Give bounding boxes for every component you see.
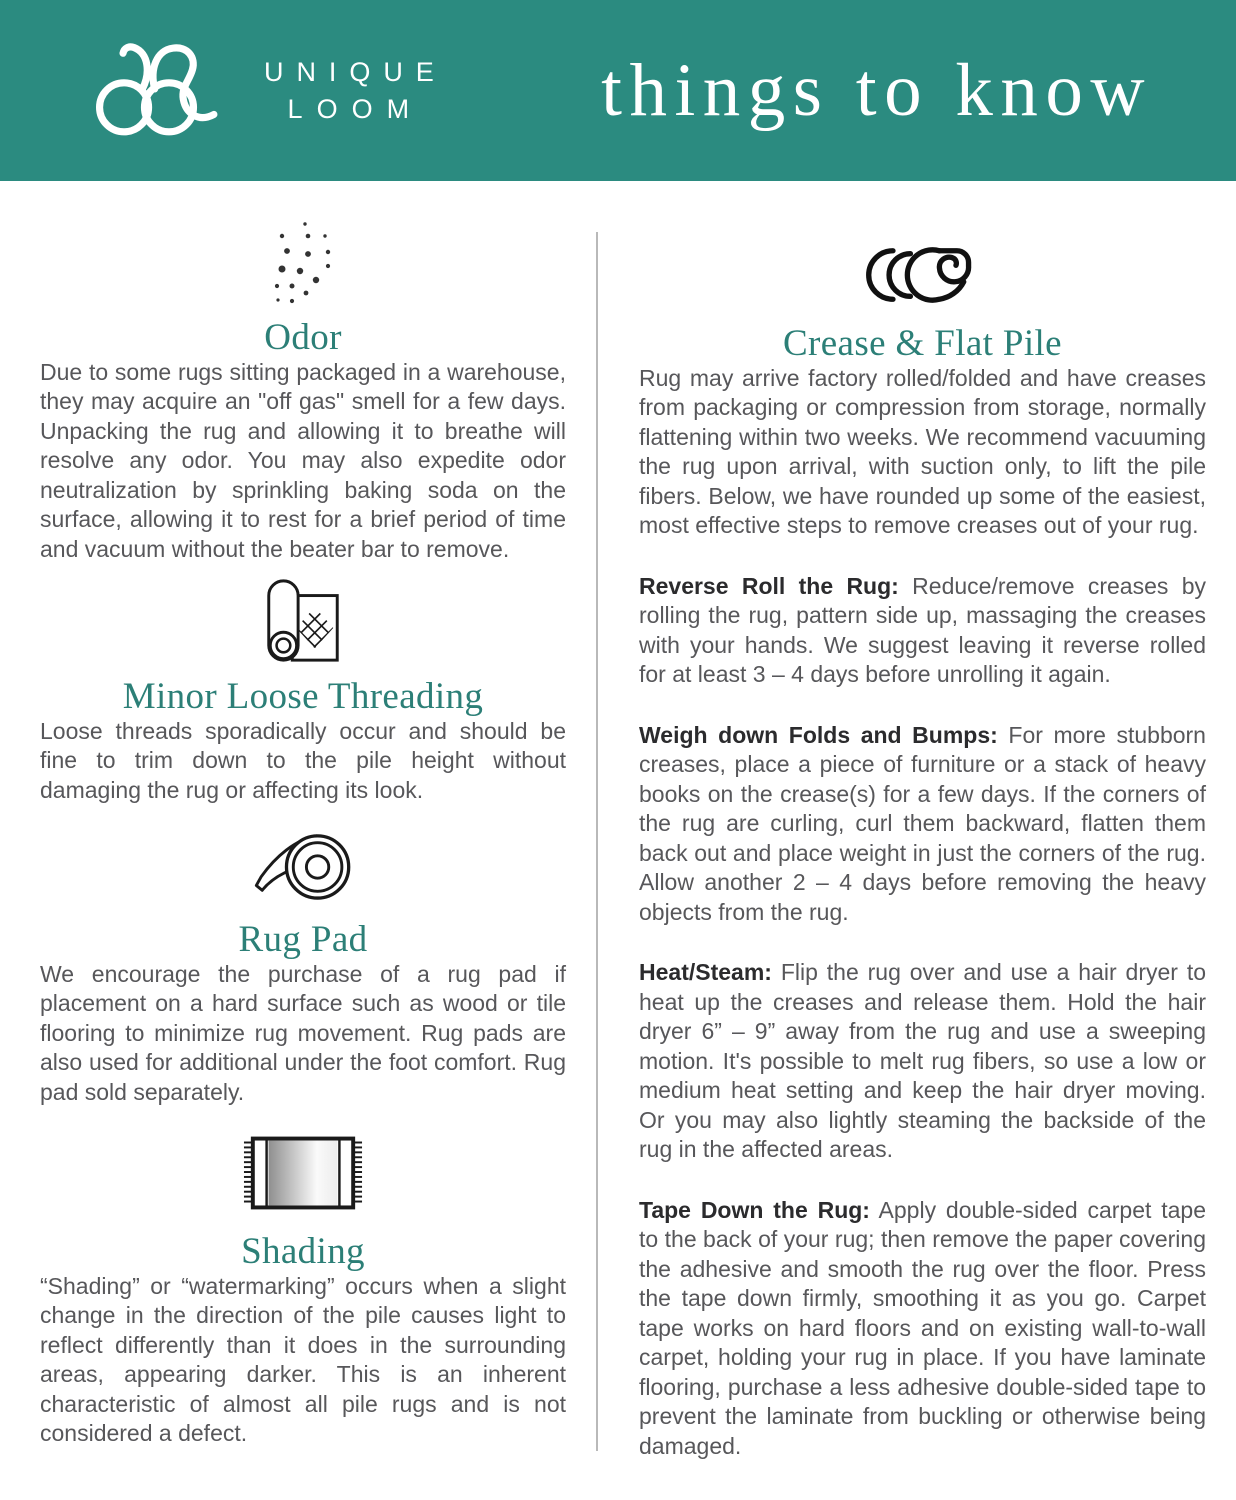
page-title: things to know	[601, 48, 1152, 132]
right-column	[598, 181, 1236, 1461]
step-label: Heat/Steam:	[639, 959, 772, 985]
rolled-rug-icon	[639, 243, 1206, 307]
fringed-rug-icon	[40, 1131, 566, 1211]
step-label: Weigh down Folds and Bumps:	[639, 721, 998, 748]
step-label: Reverse Roll the Rug:	[639, 572, 899, 599]
step-reverse-roll	[639, 572, 1206, 690]
brand-top: UNIQUE	[264, 56, 447, 87]
section-odor	[40, 221, 566, 564]
section-title-shading: Shading	[241, 1231, 365, 1272]
left-column	[0, 181, 598, 1461]
section-body-crease: Rug may arrive factory rolled/folded and have creases from packaging or compression from storage, normally flattening within two weeks. We recommend vacuuming the rug upon arrival, with suction only, to lift the pile fibers. Below, we have rounded up some of the easiest, most effective steps to remove creases out of your rug.	[639, 364, 1206, 538]
column-divider	[596, 232, 598, 1451]
section-title-loose-threading: Minor Loose Threading	[122, 676, 484, 717]
content-columns	[0, 181, 1236, 1461]
section-body-loose-threading: Loose threads sporadically occur and should be fine to trim down to the pile height without damaging the rug or affecting its look.	[40, 717, 566, 803]
step-weigh-down	[639, 721, 1206, 928]
step-heat-steam	[639, 958, 1206, 1165]
section-rug-pad	[40, 831, 566, 1107]
header-banner	[0, 0, 1236, 181]
odor-dots-icon	[40, 221, 566, 305]
section-body-odor: Due to some rugs sitting packaged in a warehouse, they may acquire an "off gas" smell for a few days. Unpacking the rug and allowing it to breathe will resolve any odor. You may also expedite odor neutralization by sprinkling baking soda on the surface, allowing it to rest for a brief period of time and vacuum without the beater bar to remove.	[40, 358, 566, 562]
step-text: Reduce/remove creases by rolling the rug, pattern side up, massaging the creases with your hands. We suggest leaving it reverse rolled for at least 3 – 4 days before unrolling it again.	[639, 572, 1207, 687]
step-tape-down	[639, 1196, 1206, 1462]
section-crease-flat-pile	[639, 243, 1206, 541]
section-title-odor: Odor	[264, 317, 342, 358]
section-title-rug-pad: Rug Pad	[238, 919, 368, 960]
section-body-rug-pad: We encourage the purchase of a rug pad if placement on a hard surface such as wood or tile flooring to minimize rug movement. Rug pads are also used for additional under the foot comfort. Rug pad sold separately.	[40, 960, 566, 1105]
brand-block	[92, 42, 447, 140]
section-loose-threading	[40, 576, 566, 805]
rolled-rug-corner-icon	[40, 576, 566, 666]
brand-bottom: LOOM	[287, 93, 424, 124]
step-text: For more stubborn creases, place a piece of furniture or a stack of heavy books on the crease(s) for a few days. If the corners of the rug are curling, curl them backward, flatten them back out and place weight in just the corners of the rug. Allow another 2 – 4 days before removing the heavy objects from the rug.	[639, 721, 1206, 925]
section-shading	[40, 1131, 566, 1449]
unique-loom-logo	[92, 42, 248, 140]
brand-wordmark	[264, 54, 447, 128]
rug-pad-roll-icon	[40, 831, 566, 901]
step-text: Apply double-sided carpet tape to the back of your rug; then remove the paper covering the adhesive and smooth the rug over the floor. Press the tape down firmly, smoothing it as you go. Carpet tape works on hard floors and on existing wall-to-wall carpet, holding your rug in place. If you have laminate flooring, purchase a less adhesive double-sided tape to prevent the laminate from buckling or otherwise being damaged.	[639, 1196, 1206, 1459]
step-label: Tape Down the Rug:	[639, 1196, 870, 1223]
section-body-shading: “Shading” or “watermarking” occurs when a slight change in the direction of the pile causes light to reflect differently than it does in the surrounding areas, appearing darker. This is an inherent characteristic of almost all pile rugs and is not considered a defect.	[40, 1272, 566, 1446]
step-text: Flip the rug over and use a hair dryer to heat up the creases and release them. Hold the hair dryer 6” – 9” away from the rug and use a sweeping motion. It's possible to melt rug fibers, so use a low or medium heat setting and keep the hair dryer moving. Or you may also lightly steaming the backside of the rug in the affected areas.	[639, 959, 1206, 1162]
section-title-crease: Crease & Flat Pile	[783, 323, 1062, 364]
